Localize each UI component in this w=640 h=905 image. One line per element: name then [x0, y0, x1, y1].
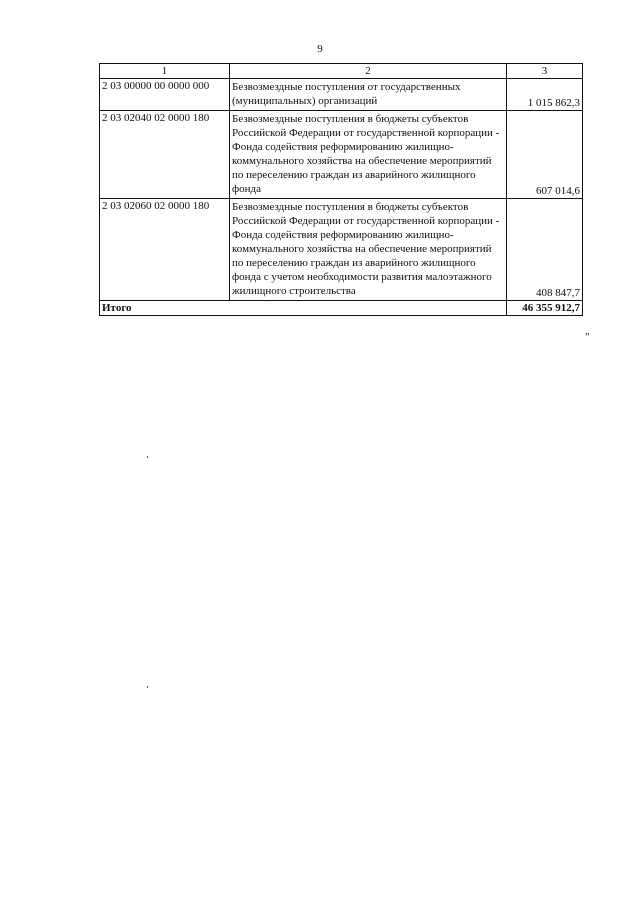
scan-speck: [147, 456, 148, 458]
closing-quote-mark: ": [585, 331, 590, 343]
description-cell: Безвозмездные поступления в бюджеты субъектов Российской Федерации от государственной корпорации - Фонда содействия реформированию жилищно-коммунального хозяйства на обеспечение мероприятий по переселению граждан из аварийного жилищного фонда: [230, 111, 507, 199]
table-row: [100, 79, 583, 111]
scan-speck: [147, 686, 148, 688]
table-row: [100, 199, 583, 301]
budget-code-cell: 2 03 02040 02 0000 180: [100, 111, 230, 199]
total-label: Итого: [100, 301, 507, 316]
amount-cell: 607 014,6: [507, 111, 583, 199]
revenue-table: [99, 63, 583, 316]
table-row: [100, 111, 583, 199]
table-header-row: [100, 64, 583, 79]
description-cell: Безвозмездные поступления в бюджеты субъектов Российской Федерации от государственной корпорации - Фонда содействия реформированию жилищно-коммунального хозяйства на обеспечение мероприятий по переселению граждан из аварийного жилищного фонда с учетом необходимости развития малоэтажного жилищного строительства: [230, 199, 507, 301]
description-cell: Безвозмездные поступления от государственных (муниципальных) организаций: [230, 79, 507, 111]
total-row: [100, 301, 583, 316]
column-header-description: 2: [230, 64, 507, 79]
page-number: 9: [317, 43, 323, 55]
amount-cell: 1 015 862,3: [507, 79, 583, 111]
column-header-amount: 3: [507, 64, 583, 79]
total-amount: 46 355 912,7: [507, 301, 583, 316]
budget-code-cell: 2 03 00000 00 0000 000: [100, 79, 230, 111]
amount-cell: 408 847,7: [507, 199, 583, 301]
column-header-code: 1: [100, 64, 230, 79]
budget-code-cell: 2 03 02060 02 0000 180: [100, 199, 230, 301]
